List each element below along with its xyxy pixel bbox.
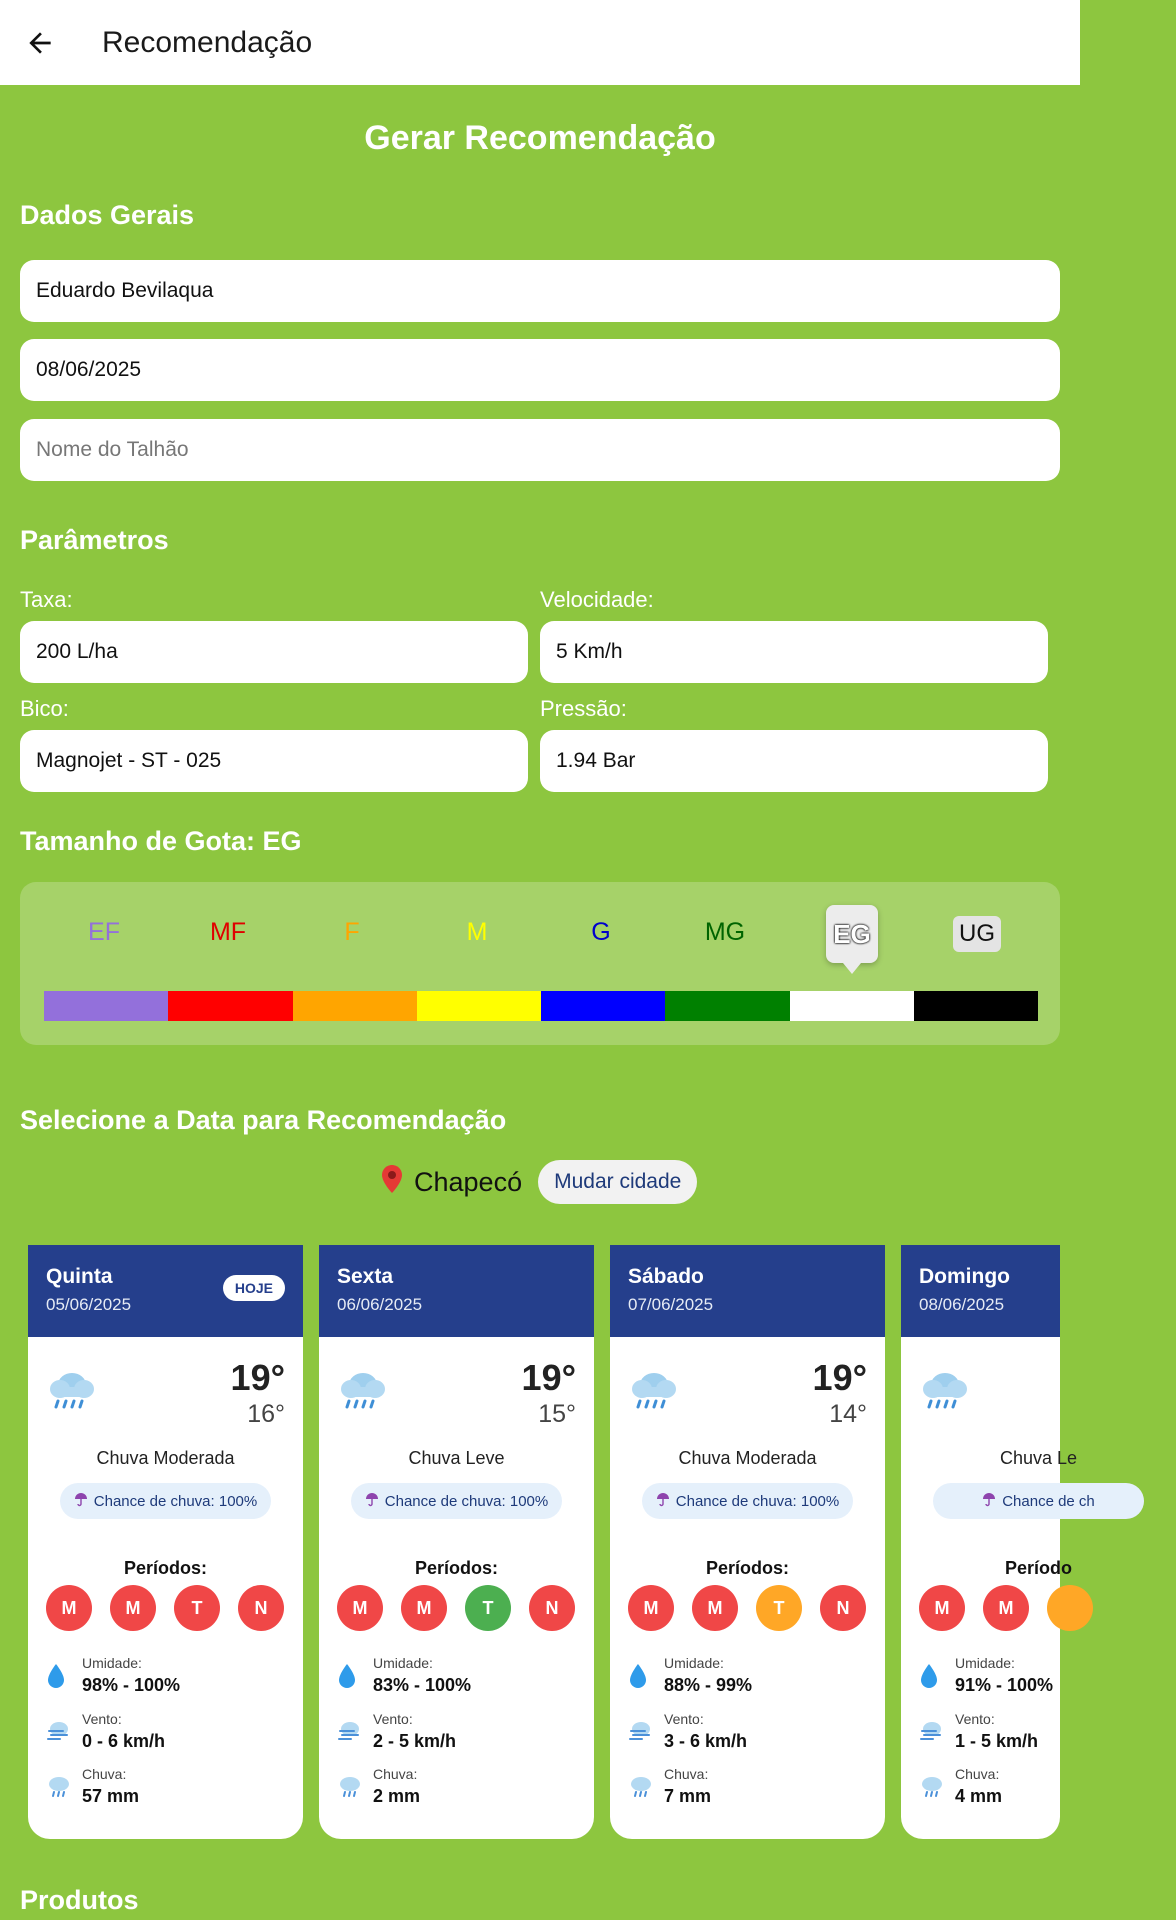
forecast-card[interactable] — [28, 1245, 303, 1839]
wind-label: Vento: — [373, 1711, 413, 1727]
bico-field[interactable]: Magnojet - ST - 025 — [20, 730, 528, 792]
temp-max: 19° — [521, 1357, 576, 1398]
humidity-row — [919, 1655, 1053, 1696]
humidity-value: 88% - 99% — [664, 1675, 753, 1695]
drop-seg-f[interactable] — [293, 991, 417, 1021]
rain-cloud-icon — [46, 1365, 98, 1413]
weather-condition: Chuva Moderada — [96, 1448, 235, 1468]
wind-value: 3 - 6 km/h — [664, 1731, 748, 1751]
humidity-row — [337, 1655, 471, 1696]
rain-value: 7 mm — [664, 1786, 712, 1806]
rain-chance-text: Chance de chuva: 100% — [675, 1492, 840, 1510]
app-bar-title: Recomendação — [102, 25, 313, 59]
rain-value: 4 mm — [955, 1786, 1003, 1806]
change-city-button[interactable]: Mudar cidade — [538, 1160, 697, 1204]
rain-chance-badge — [351, 1483, 562, 1519]
app-bar — [0, 0, 1080, 85]
forecast-card[interactable] — [610, 1245, 885, 1839]
rain-cloud-icon — [628, 1365, 680, 1413]
card-date: 08/06/2025 — [919, 1295, 1005, 1314]
wind-label: Vento: — [82, 1711, 122, 1727]
taxa-field[interactable]: 200 L/ha — [20, 621, 528, 683]
card-date: 06/06/2025 — [337, 1295, 423, 1314]
rain-label: Chuva: — [664, 1766, 709, 1782]
taxa-label: Taxa: — [20, 587, 73, 612]
wind-icon — [337, 1719, 363, 1748]
rain-icon — [628, 1774, 654, 1803]
drop-label-ef[interactable]: EF — [88, 918, 120, 946]
name-field[interactable]: Eduardo Bevilaqua — [20, 260, 1060, 322]
periods-label: Períodos: — [705, 1558, 789, 1578]
talhao-field[interactable]: Nome do Talhão — [20, 419, 1060, 481]
period-indicator: M — [919, 1585, 965, 1631]
rain-label: Chuva: — [82, 1766, 127, 1782]
card-header — [610, 1245, 885, 1337]
page-title: Gerar Recomendação — [364, 119, 716, 157]
weather-condition: Chuva Le — [999, 1448, 1078, 1468]
section-tamanho-gota: Tamanho de Gota: EG — [20, 826, 302, 856]
periods-label: Períodos: — [414, 1558, 498, 1578]
water-drop-icon — [919, 1663, 945, 1694]
temp-max: 19° — [812, 1357, 867, 1398]
drop-label-m[interactable]: M — [466, 918, 488, 946]
period-indicator — [1047, 1585, 1093, 1631]
temp-min: 14° — [829, 1400, 867, 1428]
period-indicator: T — [465, 1585, 511, 1631]
humidity-row — [46, 1655, 180, 1696]
humidity-label: Umidade: — [82, 1655, 142, 1671]
periods-label: Períodos: — [123, 1558, 207, 1578]
humidity-value: 91% - 100% — [955, 1675, 1054, 1695]
rain-row — [337, 1766, 420, 1807]
rain-chance-text: Chance de chuva: 100% — [93, 1492, 258, 1510]
card-header — [901, 1245, 1060, 1337]
drop-label-g[interactable]: G — [591, 918, 611, 946]
droplet-size-selector[interactable] — [20, 882, 1060, 1045]
period-indicator: M — [401, 1585, 447, 1631]
wind-icon — [628, 1719, 654, 1748]
period-indicator: M — [983, 1585, 1029, 1631]
drop-seg-ug[interactable] — [914, 991, 1038, 1021]
rain-cloud-icon — [337, 1365, 389, 1413]
rain-chance-badge — [60, 1483, 271, 1519]
rain-chance-badge — [933, 1483, 1144, 1519]
rain-label: Chuva: — [373, 1766, 418, 1782]
section-parametros: Parâmetros — [20, 525, 169, 555]
humidity-label: Umidade: — [955, 1655, 1015, 1671]
wind-row — [46, 1711, 165, 1752]
humidity-row — [628, 1655, 752, 1696]
drop-seg-m[interactable] — [417, 991, 541, 1021]
back-arrow-icon[interactable] — [10, 13, 70, 73]
wind-label: Vento: — [664, 1711, 704, 1727]
water-drop-icon — [46, 1663, 72, 1694]
card-header — [28, 1245, 303, 1337]
card-date: 07/06/2025 — [628, 1295, 714, 1314]
drop-seg-eg[interactable] — [790, 991, 914, 1021]
drop-seg-g[interactable] — [541, 991, 665, 1021]
umbrella-icon — [656, 1492, 676, 1510]
period-indicator: M — [337, 1585, 383, 1631]
rain-chance-badge — [642, 1483, 853, 1519]
forecast-card[interactable] — [901, 1245, 1095, 1839]
location-row — [380, 1160, 697, 1204]
period-indicator: N — [529, 1585, 575, 1631]
umbrella-icon — [982, 1492, 1002, 1510]
humidity-label: Umidade: — [373, 1655, 433, 1671]
weather-condition: Chuva Leve — [408, 1448, 505, 1468]
water-drop-icon — [337, 1663, 363, 1694]
periods-label: Período — [1004, 1558, 1072, 1578]
temp-max: 19° — [230, 1357, 285, 1398]
drop-label-eg-selected[interactable]: EG — [826, 905, 878, 963]
period-indicator: M — [692, 1585, 738, 1631]
wind-row — [919, 1711, 1038, 1752]
weather-condition: Chuva Moderada — [678, 1448, 817, 1468]
drop-label-mf[interactable]: MF — [209, 918, 247, 946]
rain-chance-text: Chance de ch — [1002, 1492, 1095, 1510]
card-day: Sábado — [628, 1265, 704, 1288]
velocidade-field[interactable]: 5 Km/h — [540, 621, 1048, 683]
drop-seg-mg[interactable] — [665, 991, 789, 1021]
rain-icon — [46, 1774, 72, 1803]
date-field[interactable]: 08/06/2025 — [20, 339, 1060, 401]
pressao-label: Pressão: — [540, 696, 627, 721]
rain-icon — [337, 1774, 363, 1803]
wind-icon — [919, 1719, 945, 1748]
period-indicator: M — [46, 1585, 92, 1631]
wind-value: 0 - 6 km/h — [82, 1731, 166, 1751]
today-badge: HOJE — [223, 1275, 285, 1301]
drop-label-f[interactable]: F — [344, 918, 360, 946]
card-header — [319, 1245, 594, 1337]
rain-chance-text: Chance de chuva: 100% — [384, 1492, 549, 1510]
rain-cloud-icon — [919, 1365, 971, 1413]
bico-label: Bico: — [20, 696, 69, 721]
wind-value: 2 - 5 km/h — [373, 1731, 457, 1751]
water-drop-icon — [628, 1663, 654, 1694]
card-day: Domingo — [919, 1265, 1010, 1288]
wind-row — [337, 1711, 456, 1752]
umbrella-icon — [365, 1492, 385, 1510]
droplet-color-bar[interactable] — [44, 991, 1038, 1021]
pressao-field[interactable]: 1.94 Bar — [540, 730, 1048, 792]
drop-label-mg[interactable]: MG — [704, 918, 746, 946]
rain-row — [46, 1766, 139, 1807]
rain-value: 2 mm — [373, 1786, 421, 1806]
section-dados-gerais: Dados Gerais — [20, 200, 195, 230]
wind-row — [628, 1711, 747, 1752]
humidity-value: 83% - 100% — [373, 1675, 472, 1695]
temp-min: 15° — [538, 1400, 576, 1428]
drop-seg-mf[interactable] — [168, 991, 292, 1021]
card-day: Quinta — [46, 1265, 113, 1288]
city-name: Chapecó — [414, 1166, 523, 1197]
umbrella-icon — [74, 1492, 94, 1510]
rain-row — [628, 1766, 711, 1807]
rain-label: Chuva: — [955, 1766, 1000, 1782]
card-day: Sexta — [337, 1265, 394, 1288]
period-indicator: N — [238, 1585, 284, 1631]
period-indicator: M — [110, 1585, 156, 1631]
drop-seg-ef[interactable] — [44, 991, 168, 1021]
period-indicator: N — [820, 1585, 866, 1631]
period-indicator: T — [756, 1585, 802, 1631]
temp-min: 16° — [247, 1400, 285, 1428]
scroll-content[interactable] — [0, 85, 1095, 1920]
wind-label: Vento: — [955, 1711, 995, 1727]
drop-label-ug[interactable]: UG — [953, 916, 1001, 952]
forecast-card[interactable] — [319, 1245, 594, 1839]
wind-value: 1 - 5 km/h — [955, 1731, 1039, 1751]
period-indicator: M — [628, 1585, 674, 1631]
section-selecione-data: Selecione a Data para Recomendação — [20, 1105, 507, 1135]
velocidade-label: Velocidade: — [540, 587, 654, 612]
card-date: 05/06/2025 — [46, 1295, 132, 1314]
wind-icon — [46, 1719, 72, 1748]
rain-icon — [919, 1774, 945, 1803]
period-indicator: T — [174, 1585, 220, 1631]
humidity-value: 98% - 100% — [82, 1675, 181, 1695]
location-pin-icon — [380, 1164, 404, 1201]
rain-row — [919, 1766, 1002, 1807]
humidity-label: Umidade: — [664, 1655, 724, 1671]
section-produtos: Produtos — [20, 1885, 139, 1915]
rain-value: 57 mm — [82, 1786, 140, 1806]
